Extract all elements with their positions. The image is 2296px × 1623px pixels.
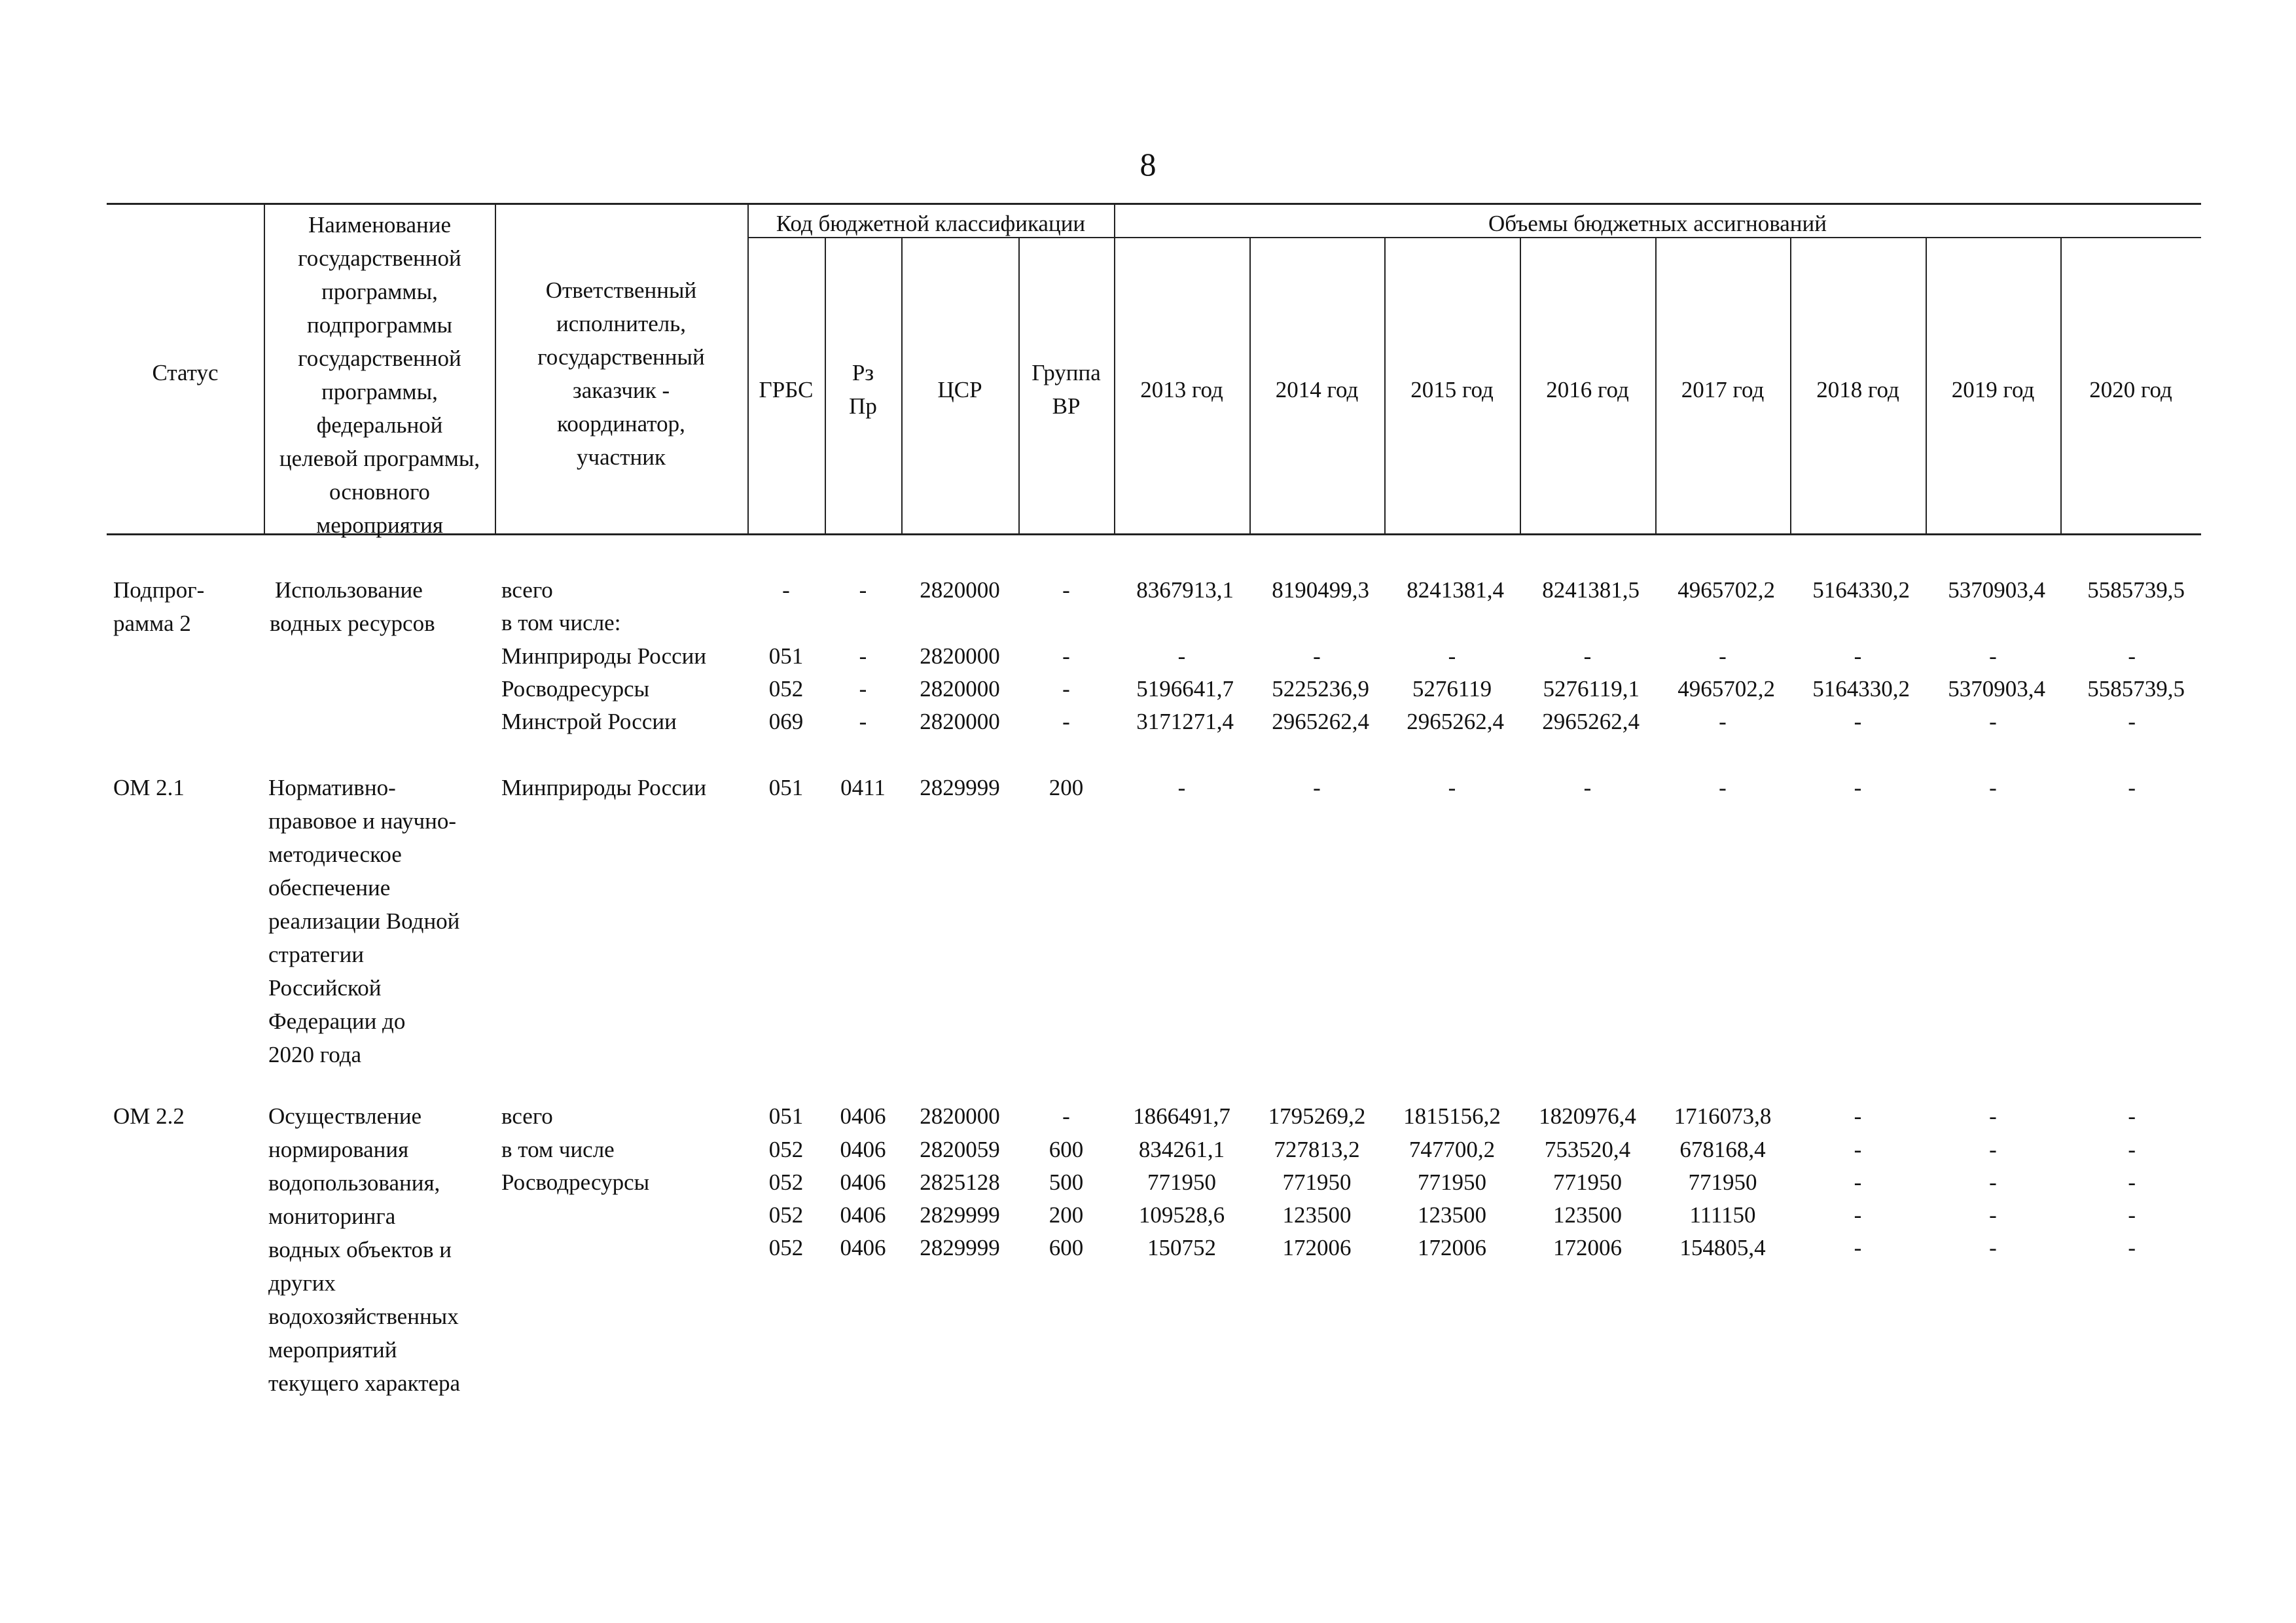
cell-value: 4965702,2 (1677, 577, 1775, 603)
cell-value: 1815156,2 (1403, 1103, 1501, 1129)
cell-value: 1820976,4 (1539, 1103, 1636, 1129)
header-executor: Ответственный исполнитель, государственный заказчик - координатор, участник (537, 277, 705, 470)
cell-value: - (1854, 643, 1862, 669)
cell-executor: всего (501, 577, 553, 603)
cell-rzpr: 0406 (840, 1235, 886, 1260)
header-csr: ЦСР (937, 377, 982, 402)
cell-csr: 2820059 (920, 1137, 1000, 1162)
cell-vr: - (1062, 676, 1070, 702)
cell-value: 5196641,7 (1136, 676, 1234, 702)
cell-value: - (1313, 643, 1321, 669)
cell-executor: в том числе: (501, 610, 621, 635)
cell-value: 5276119 (1412, 676, 1492, 702)
cell-csr: 2829999 (920, 775, 1000, 800)
cell-value: 8241381,5 (1542, 577, 1640, 603)
section-status: Подпрог- рамма 2 (113, 577, 205, 636)
header-group-vr: Группа ВР (1031, 360, 1101, 419)
cell-value: 747700,2 (1408, 1137, 1496, 1162)
cell-grbs: 052 (768, 676, 804, 702)
cell-rzpr: 0406 (840, 1103, 886, 1129)
cell-value: - (1177, 643, 1186, 669)
cell-value: 8241381,4 (1407, 577, 1504, 603)
cell-vr: - (1062, 1103, 1070, 1129)
cell-rzpr: - (859, 709, 867, 734)
cell-value: - (1989, 1103, 1997, 1129)
cell-value: 5276119,1 (1543, 676, 1640, 702)
cell-grbs: 052 (768, 1235, 804, 1260)
header-year: 2018 год (1816, 377, 1899, 402)
cell-value: 771950 (1282, 1169, 1352, 1195)
cell-csr: 2820000 (920, 1103, 1000, 1129)
cell-executor: Росводресурсы (501, 1169, 650, 1195)
cell-rzpr: - (859, 643, 867, 669)
cell-value: - (1448, 775, 1456, 800)
cell-value: 753520,4 (1544, 1137, 1631, 1162)
cell-rzpr: - (859, 676, 867, 702)
cell-value: 771950 (1688, 1169, 1757, 1195)
cell-value: 172006 (1418, 1235, 1486, 1260)
cell-rzpr: 0406 (840, 1137, 886, 1162)
cell-value: 4965702,2 (1677, 676, 1775, 702)
cell-value: - (2128, 1235, 2136, 1260)
cell-value: - (1989, 709, 1997, 734)
cell-value: - (1854, 709, 1862, 734)
cell-grbs: 052 (768, 1137, 804, 1162)
header-volumes: Объемы бюджетных ассигнований (1488, 211, 1827, 236)
cell-value: - (1177, 775, 1186, 800)
cell-value: 111150 (1689, 1202, 1756, 1228)
cell-value: 5225236,9 (1272, 676, 1369, 702)
cell-value: 172006 (1282, 1235, 1352, 1260)
cell-value: - (2128, 1169, 2136, 1195)
cell-value: - (1583, 643, 1592, 669)
cell-value: 109528,6 (1138, 1202, 1225, 1228)
cell-value: - (1313, 775, 1321, 800)
cell-value: 5585739,5 (2087, 577, 2185, 603)
cell-value: - (1989, 643, 1997, 669)
cell-value: 771950 (1553, 1169, 1622, 1195)
header-status: Статус (152, 360, 219, 385)
cell-value: - (1583, 775, 1592, 800)
header-year: 2019 год (1951, 377, 2035, 402)
cell-value: 2965262,4 (1407, 709, 1504, 734)
cell-executor: в том числе (501, 1137, 615, 1162)
cell-value: 5370903,4 (1948, 676, 2045, 702)
cell-value: 771950 (1147, 1169, 1216, 1195)
header-grbs: ГРБС (759, 377, 814, 402)
cell-value: 2965262,4 (1542, 709, 1640, 734)
header-year: 2015 год (1410, 377, 1494, 402)
cell-value: 834261,1 (1138, 1137, 1225, 1162)
cell-value: - (1719, 709, 1727, 734)
cell-value: 5370903,4 (1948, 577, 2045, 603)
cell-value: 1866491,7 (1133, 1103, 1230, 1129)
cell-grbs: 051 (768, 775, 804, 800)
cell-csr: 2829999 (920, 1235, 1000, 1260)
cell-vr: - (1062, 709, 1070, 734)
page-number: 8 (1139, 146, 1157, 183)
cell-executor: Росводресурсы (501, 676, 650, 702)
cell-value: - (2128, 1137, 2136, 1162)
header-vline (1114, 203, 1115, 535)
cell-vr: 200 (1049, 775, 1084, 800)
cell-value: 123500 (1553, 1202, 1622, 1228)
cell-value: 154805,4 (1679, 1235, 1766, 1260)
cell-value: 123500 (1282, 1202, 1352, 1228)
cell-grbs: 051 (768, 643, 804, 669)
cell-rzpr: - (859, 577, 867, 603)
header-vline (747, 203, 749, 535)
cell-vr: 500 (1049, 1169, 1084, 1195)
cell-csr: 2820000 (920, 577, 1000, 603)
cell-value: 2965262,4 (1272, 709, 1369, 734)
cell-csr: 2820000 (920, 643, 1000, 669)
cell-vr: - (1062, 643, 1070, 669)
cell-vr: - (1062, 577, 1070, 603)
cell-value: - (1854, 1169, 1862, 1195)
header-year: 2016 год (1546, 377, 1629, 402)
cell-value: - (1854, 1202, 1862, 1228)
header-top-rule (107, 203, 2201, 205)
cell-value: - (1854, 1235, 1862, 1260)
cell-value: - (1854, 1137, 1862, 1162)
cell-value: - (1719, 775, 1727, 800)
cell-grbs: 069 (768, 709, 804, 734)
cell-csr: 2829999 (920, 1202, 1000, 1228)
cell-executor: Минстрой России (501, 709, 677, 734)
header-year: 2020 год (2089, 377, 2172, 402)
cell-grbs: 052 (768, 1202, 804, 1228)
cell-value: - (1989, 775, 1997, 800)
cell-value: 3171271,4 (1136, 709, 1234, 734)
cell-value: 1795269,2 (1268, 1103, 1366, 1129)
cell-value: - (1854, 775, 1862, 800)
section-name: Нормативно- правовое и научно- методическое обеспечение реализации Водной стратегии Российской Федерации до 2020 года (268, 775, 460, 1067)
cell-value: - (2128, 709, 2136, 734)
cell-value: - (1989, 1169, 1997, 1195)
cell-rzpr: 0411 (840, 775, 886, 800)
cell-value: - (2128, 775, 2136, 800)
cell-rzpr: 0406 (840, 1202, 886, 1228)
cell-value: - (2128, 1103, 2136, 1129)
header-year: 2017 год (1681, 377, 1765, 402)
cell-rzpr: 0406 (840, 1169, 886, 1195)
cell-value: - (1719, 643, 1727, 669)
cell-csr: 2825128 (920, 1169, 1000, 1195)
cell-value: 150752 (1147, 1235, 1216, 1260)
cell-grbs: 052 (768, 1169, 804, 1195)
cell-value: 8190499,3 (1272, 577, 1369, 603)
cell-csr: 2820000 (920, 709, 1000, 734)
cell-value: - (1989, 1137, 1997, 1162)
cell-value: 8367913,1 (1136, 577, 1234, 603)
cell-vr: 600 (1049, 1235, 1084, 1260)
cell-value: 1716073,8 (1674, 1103, 1772, 1129)
cell-value: - (1989, 1202, 1997, 1228)
cell-value: 771950 (1418, 1169, 1486, 1195)
header-program-name: Наименование государственной программы, подпрограммы государственной программы, федеральной целевой программы, основного мероприятия (279, 212, 480, 538)
cell-value: - (1989, 1235, 1997, 1260)
cell-csr: 2820000 (920, 676, 1000, 702)
cell-value: 5585739,5 (2087, 676, 2185, 702)
header-year: 2013 год (1140, 377, 1223, 402)
cell-value: 678168,4 (1679, 1137, 1766, 1162)
cell-vr: 200 (1049, 1202, 1084, 1228)
cell-executor: Минприроды России (501, 643, 707, 669)
cell-vr: 600 (1049, 1137, 1084, 1162)
section-status: ОМ 2.2 (113, 1103, 185, 1129)
section-name: Осуществление нормирования водопользования, мониторинга водных объектов и других водохозяйственных мероприятий текущего характера (268, 1103, 461, 1396)
cell-value: - (1448, 643, 1456, 669)
header-budget-code: Код бюджетной классификации (776, 211, 1086, 236)
cell-value: 5164330,2 (1812, 676, 1910, 702)
cell-value: 172006 (1553, 1235, 1622, 1260)
cell-grbs: 051 (768, 1103, 804, 1129)
section-status: ОМ 2.1 (113, 775, 185, 800)
cell-value: - (1854, 1103, 1862, 1129)
header-rzpr: Рз Пр (849, 360, 877, 419)
cell-value: 727813,2 (1274, 1137, 1360, 1162)
header-year: 2014 год (1275, 377, 1359, 402)
cell-value: - (2128, 643, 2136, 669)
cell-value: 123500 (1418, 1202, 1486, 1228)
cell-executor: всего (501, 1103, 553, 1129)
cell-grbs: - (782, 577, 790, 603)
cell-value: - (2128, 1202, 2136, 1228)
section-name: Использование водных ресурсов (270, 577, 435, 636)
cell-executor: Минприроды России (501, 775, 707, 800)
cell-value: 5164330,2 (1812, 577, 1910, 603)
